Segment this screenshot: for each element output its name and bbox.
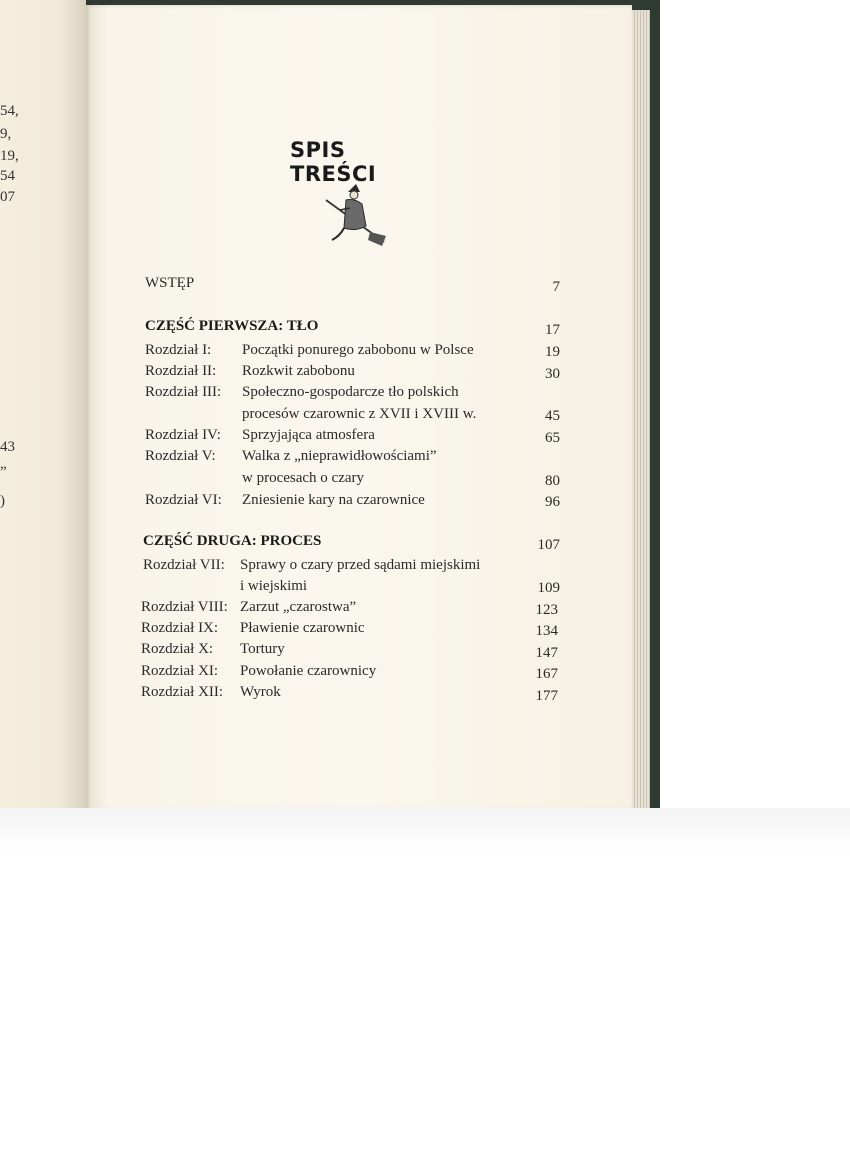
toc-part-heading: CZĘŚĆ PIERWSZA: TŁO [145,318,319,334]
toc-chapter-number: Rozdział II: [145,363,217,379]
blank-scan-area [0,808,850,1170]
toc-intro-label: WSTĘP [145,275,195,291]
toc-page-number: 19 [545,344,560,360]
witch-illustration [320,180,390,252]
toc-chapter-number: Rozdział V: [145,448,216,464]
toc-chapter-number: Rozdział IV: [145,427,221,443]
toc-chapter-title: Powołanie czarownicy [240,663,377,679]
margin-number: 9, [0,126,12,142]
margin-number: 43 [0,439,15,455]
toc-page-number: 30 [545,366,560,382]
margin-number: 54 [0,168,15,184]
toc-chapter-title: Początki ponurego zabobonu w Polsce [242,342,474,358]
toc-chapter-title: Rozkwit zabobonu [242,363,355,379]
toc-chapter-number: Rozdział III: [145,384,222,400]
left-page [0,0,86,808]
toc-page-number: 134 [535,623,558,639]
toc-chapter-title-cont: w procesach o czary [242,470,365,486]
toc-chapter-number: Rozdział XI: [141,663,219,679]
toc-chapter-number: Rozdział VI: [145,492,222,508]
toc-chapter-title-cont: procesów czarownic z XVII i XVIII w. [242,406,477,422]
toc-page-number: 65 [545,430,560,446]
margin-number: ) [0,493,5,509]
toc-chapter-title: Zarzut „czarostwa” [240,599,357,615]
toc-chapter-title: Tortury [240,641,285,657]
toc-page-number: 109 [537,580,560,596]
margin-number: 19, [0,148,19,164]
toc-page-number: 45 [545,408,560,424]
toc-chapter-number: Rozdział I: [145,342,212,358]
toc-page-number: 96 [545,494,560,510]
toc-chapter-title: Walka z „nieprawidłowościami” [242,448,437,464]
toc-page-number: 177 [535,688,558,704]
toc-page-number: 147 [535,645,558,661]
toc-chapter-number: Rozdział XII: [141,684,224,700]
toc-chapter-number: Rozdział VII: [143,557,225,573]
toc-page-number: 7 [552,279,560,295]
margin-number: ” [0,464,7,480]
toc-chapter-title-cont: i wiejskimi [240,578,308,594]
toc-chapter-title: Zniesienie kary na czarownice [242,492,425,508]
toc-page-number: 123 [535,602,558,618]
toc-chapter-title: Sprzyjająca atmosfera [242,427,375,443]
toc-chapter-title: Pławienie czarownic [240,620,365,636]
toc-chapter-title: Sprawy o czary przed sądami miejskimi [240,557,481,573]
toc-page-number: 80 [545,473,560,489]
margin-number: 54, [0,103,19,119]
toc-chapter-title: Wyrok [240,684,281,700]
toc-page-number: 107 [537,537,560,553]
toc-chapter-number: Rozdział X: [141,641,214,657]
toc-chapter-number: Rozdział VIII: [141,599,228,615]
toc-page-number: 17 [545,322,560,338]
toc-chapter-number: Rozdział IX: [141,620,219,636]
page-title: SPIS TREŚCI [290,138,377,186]
page-edge [632,10,650,820]
margin-number: 07 [0,189,15,205]
toc-chapter-title: Społeczno-gospodarcze tło polskich [242,384,459,400]
toc-page-number: 167 [535,666,558,682]
toc-part-heading: CZĘŚĆ DRUGA: PROCES [143,533,322,549]
